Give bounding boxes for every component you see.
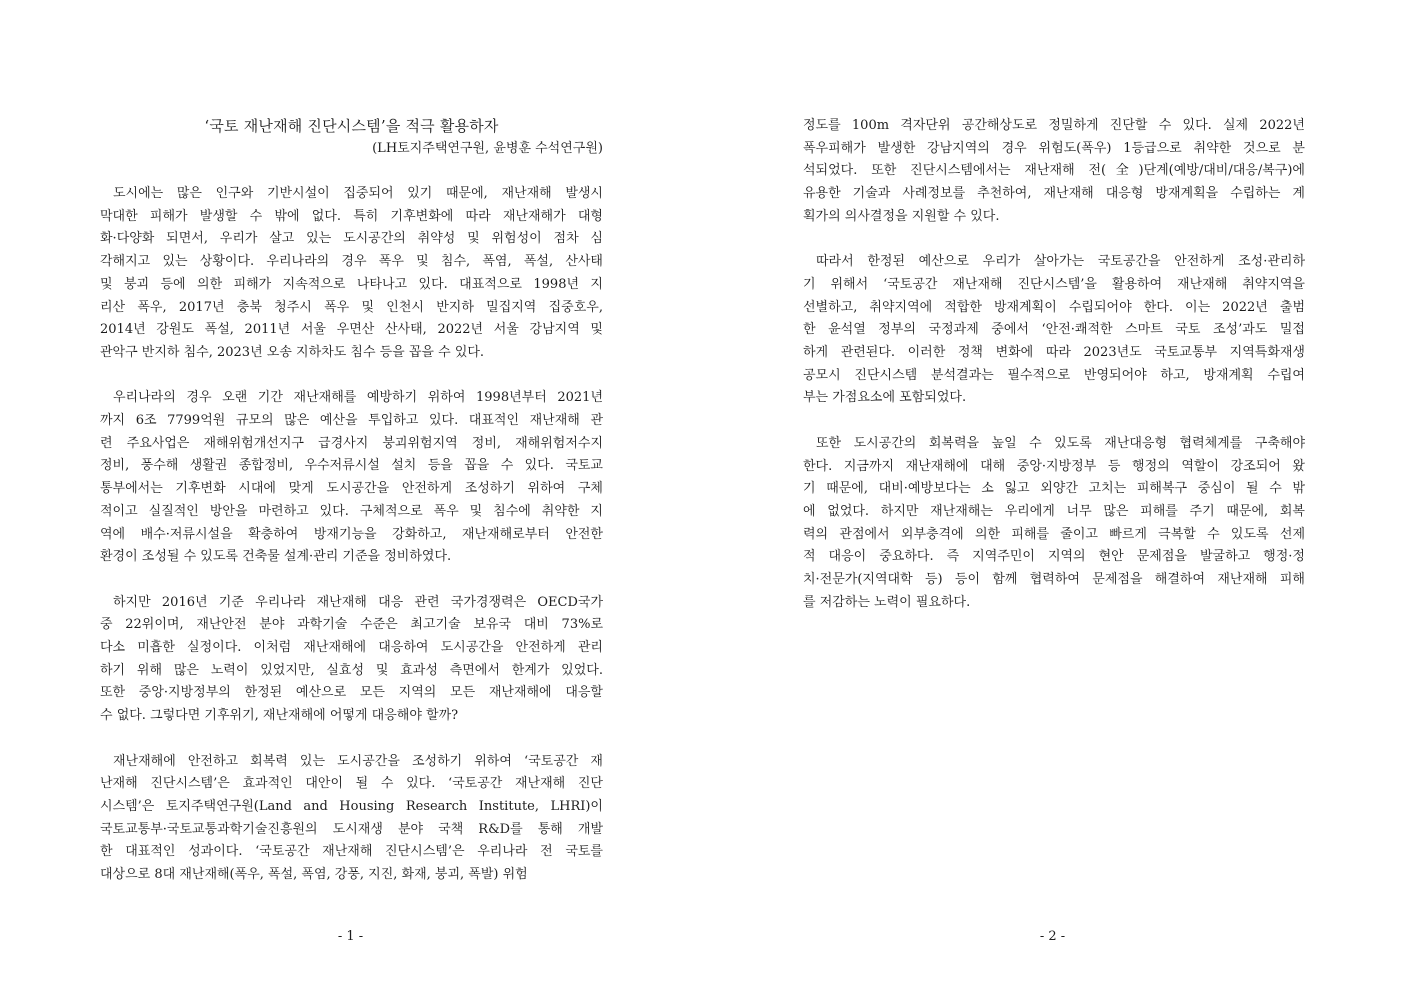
- text-line: 획가의 의사결정을 지원할 수 있다.: [803, 208, 1000, 224]
- text-line: 우리나라의 경우 오랜 기간 재난재해를 예방하기 위하여 1998년부터 2021년: [113, 390, 603, 406]
- text-line: 막대한 피해가 발생할 수 밖에 없다. 특히 기후변화에 따라 재난재해가 대형: [100, 208, 603, 224]
- text-line: 부는 가점요소에 포함되었다.: [803, 390, 967, 406]
- text-line: 기 위해서 ‘국토공간 재난재해 진단시스템’을 활용하여 재난재해 취약지역을: [803, 276, 1305, 292]
- text-line: 재난재해에 안전하고 회복력 있는 도시공간을 조성하기 위하여 ‘국토공간 재: [113, 753, 603, 769]
- text-line: 력의 관점에서 외부충격에 의한 피해를 줄이고 빠르게 극복할 수 있도록 선제: [803, 526, 1305, 542]
- text-line: 적이고 실질적인 방안을 마련하고 있다. 구체적으로 폭우 및 침수에 취약한 지: [100, 503, 603, 519]
- page-2: [702, 0, 1403, 992]
- text-line: 난재해 진단시스템’은 효과적인 대안이 될 수 있다. ‘국토공간 재난재해 진단: [100, 776, 603, 792]
- text-line: 하지만 2016년 기준 우리나라 재난재해 대응 관련 국가경쟁력은 OECD국가: [113, 594, 603, 610]
- text-line: 공모시 진단시스템 분석결과는 필수적으로 반영되어야 하고, 방재계획 수립여: [803, 367, 1305, 383]
- page-1-body: [100, 183, 603, 909]
- paragraph: [803, 115, 1305, 229]
- text-line: 한 윤석열 정부의 국정과제 중에서 ‘안전·쾌적한 스마트 국토 조성’과도 밀접: [803, 322, 1305, 338]
- text-line: 화·다양화 되면서, 우리가 살고 있는 도시공간의 취약성 및 위험성이 점차 심: [100, 231, 603, 247]
- author-line: (LH토지주택연구원, 윤병훈 수석연구원): [372, 141, 603, 156]
- text-line: 다소 미흡한 실정이다. 이처럼 재난재해에 대응하여 도시공간을 안전하게 관리: [100, 640, 603, 656]
- text-line: 적 대응이 중요하다. 즉 지역주민이 지역의 현안 문제점을 발굴하고 행정·정: [803, 549, 1305, 565]
- text-line: 또한 중앙·지방정부의 한정된 예산으로 모든 지역의 모든 재난재해에 대응할: [100, 685, 603, 701]
- paragraph: [100, 387, 603, 569]
- text-line: 를 저감하는 노력이 필요하다.: [803, 594, 971, 610]
- page-1: [0, 0, 701, 992]
- text-line: 치·전문가(지역대학 등) 등이 함께 협력하여 문제점을 해결하여 재난재해 피해: [803, 572, 1305, 588]
- text-line: 정도를 100m 격자단위 공간해상도로 정밀하게 진단할 수 있다. 실제 2022년: [803, 118, 1305, 133]
- text-line: 2014년 강원도 폭설, 2011년 서울 우면산 산사태, 2022년 서울 강남지역 및: [100, 322, 603, 338]
- text-line: 유용한 기술과 사례정보를 추천하여, 재난재해 대응형 방재계획을 수립하는 계: [803, 186, 1305, 202]
- page-2-body: [803, 115, 1305, 637]
- text-line: 하게 관련된다. 이러한 정책 변화에 따라 2023년도 국토교통부 지역특화재생: [803, 345, 1305, 361]
- text-line: 도시에는 많은 인구와 기반시설이 집중되어 있기 때문에, 재난재해 발생시: [113, 186, 603, 201]
- paragraph: [100, 751, 603, 887]
- text-line: 에 없었다. 하지만 재난재해는 우리에게 너무 많은 피해를 주기 때문에, 회복: [803, 503, 1305, 519]
- text-line: 국토교통부·국토교통과학기술진흥원의 도시재생 분야 국책 R&D를 통해 개발: [100, 821, 603, 837]
- paragraph: [100, 183, 603, 365]
- text-line: 대상으로 8대 재난재해(폭우, 폭설, 폭염, 강풍, 지진, 화재, 붕괴, 폭발) 위험: [100, 867, 528, 883]
- text-line: 수 없다. 그렇다면 기후위기, 재난재해에 어떻게 대응해야 할까?: [100, 708, 459, 724]
- text-line: 시스템’은 토지주택연구원(Land and Housing Research Institute, LHRI)이: [100, 798, 603, 814]
- text-line: 및 붕괴 등에 의한 피해가 지속적으로 나타나고 있다. 대표적으로 1998년 지: [100, 276, 603, 292]
- text-line: 까지 6조 7799억원 규모의 많은 예산을 투입하고 있다. 대표적인 재난재해 관: [100, 413, 603, 429]
- text-line: 석되었다. 또한 진단시스템에서는 재난재해 전(全)단계(예방/대비/대응/복구)에: [803, 163, 1305, 179]
- text-line: 또한 도시공간의 회복력을 높일 수 있도록 재난대응형 협력체계를 구축해야: [816, 435, 1305, 451]
- paragraph: [100, 592, 603, 728]
- text-line: 관악구 반지하 침수, 2023년 오송 지하차도 침수 등을 꼽을 수 있다.: [100, 344, 485, 360]
- text-line: 중 22위이며, 재난안전 분야 과학기술 수준은 최고기술 보유국 대비 73%로: [100, 617, 603, 633]
- text-line: 한다. 지금까지 재난재해에 대해 중앙·지방정부 등 행정의 역할이 강조되어 왔: [803, 458, 1305, 474]
- text-line: 역에 배수·저류시설을 확충하여 방재기능을 강화하고, 재난재해로부터 안전한: [100, 526, 603, 542]
- page-number: - 1 -: [337, 929, 364, 944]
- paragraph: [803, 251, 1305, 410]
- text-line: 하기 위해 많은 노력이 있었지만, 실효성 및 효과성 측면에서 한계가 있었다.: [100, 662, 603, 678]
- text-line: 통부에서는 기후변화 시대에 맞게 도시공간을 안전하게 조성하기 위하여 구체: [100, 481, 603, 497]
- text-line: 따라서 한정된 예산으로 우리가 살아가는 국토공간을 안전하게 조성·관리하: [816, 254, 1305, 270]
- text-line: 선별하고, 취약지역에 적합한 방재계획이 수립되어야 한다. 이는 2022년 출범: [803, 299, 1305, 315]
- text-line: 폭우피해가 발생한 강남지역의 경우 위험도(폭우) 1등급으로 취약한 것으로 분: [803, 140, 1305, 156]
- paragraph: [803, 433, 1305, 615]
- text-line: 정비, 풍수해 생활권 종합정비, 우수저류시설 설치 등을 꼽을 수 있다. 국토교: [100, 458, 603, 474]
- text-line: 리산 폭우, 2017년 충북 청주시 폭우 및 인천시 반지하 밀집지역 집중호우,: [100, 299, 603, 315]
- text-line: 환경이 조성될 수 있도록 건축물 설계·관리 기준을 정비하였다.: [100, 549, 452, 565]
- text-line: 각해지고 있는 상황이다. 우리나라의 경우 폭우 및 침수, 폭염, 폭설, 산사태: [100, 254, 603, 270]
- article-title: ‘국토 재난재해 진단시스템’을 적극 활용하자: [204, 117, 499, 135]
- text-line: 기 때문에, 대비·예방보다는 소 잃고 외양간 고치는 피해복구 중심이 될 수 밖: [803, 481, 1305, 497]
- page-number: - 2 -: [1039, 929, 1066, 944]
- text-line: 련 주요사업은 재해위험개선지구 급경사지 붕괴위험지역 정비, 재해위험저수지: [100, 435, 603, 451]
- text-line: 한 대표적인 성과이다. ‘국토공간 재난재해 진단시스템’은 우리나라 전 국토를: [100, 844, 603, 860]
